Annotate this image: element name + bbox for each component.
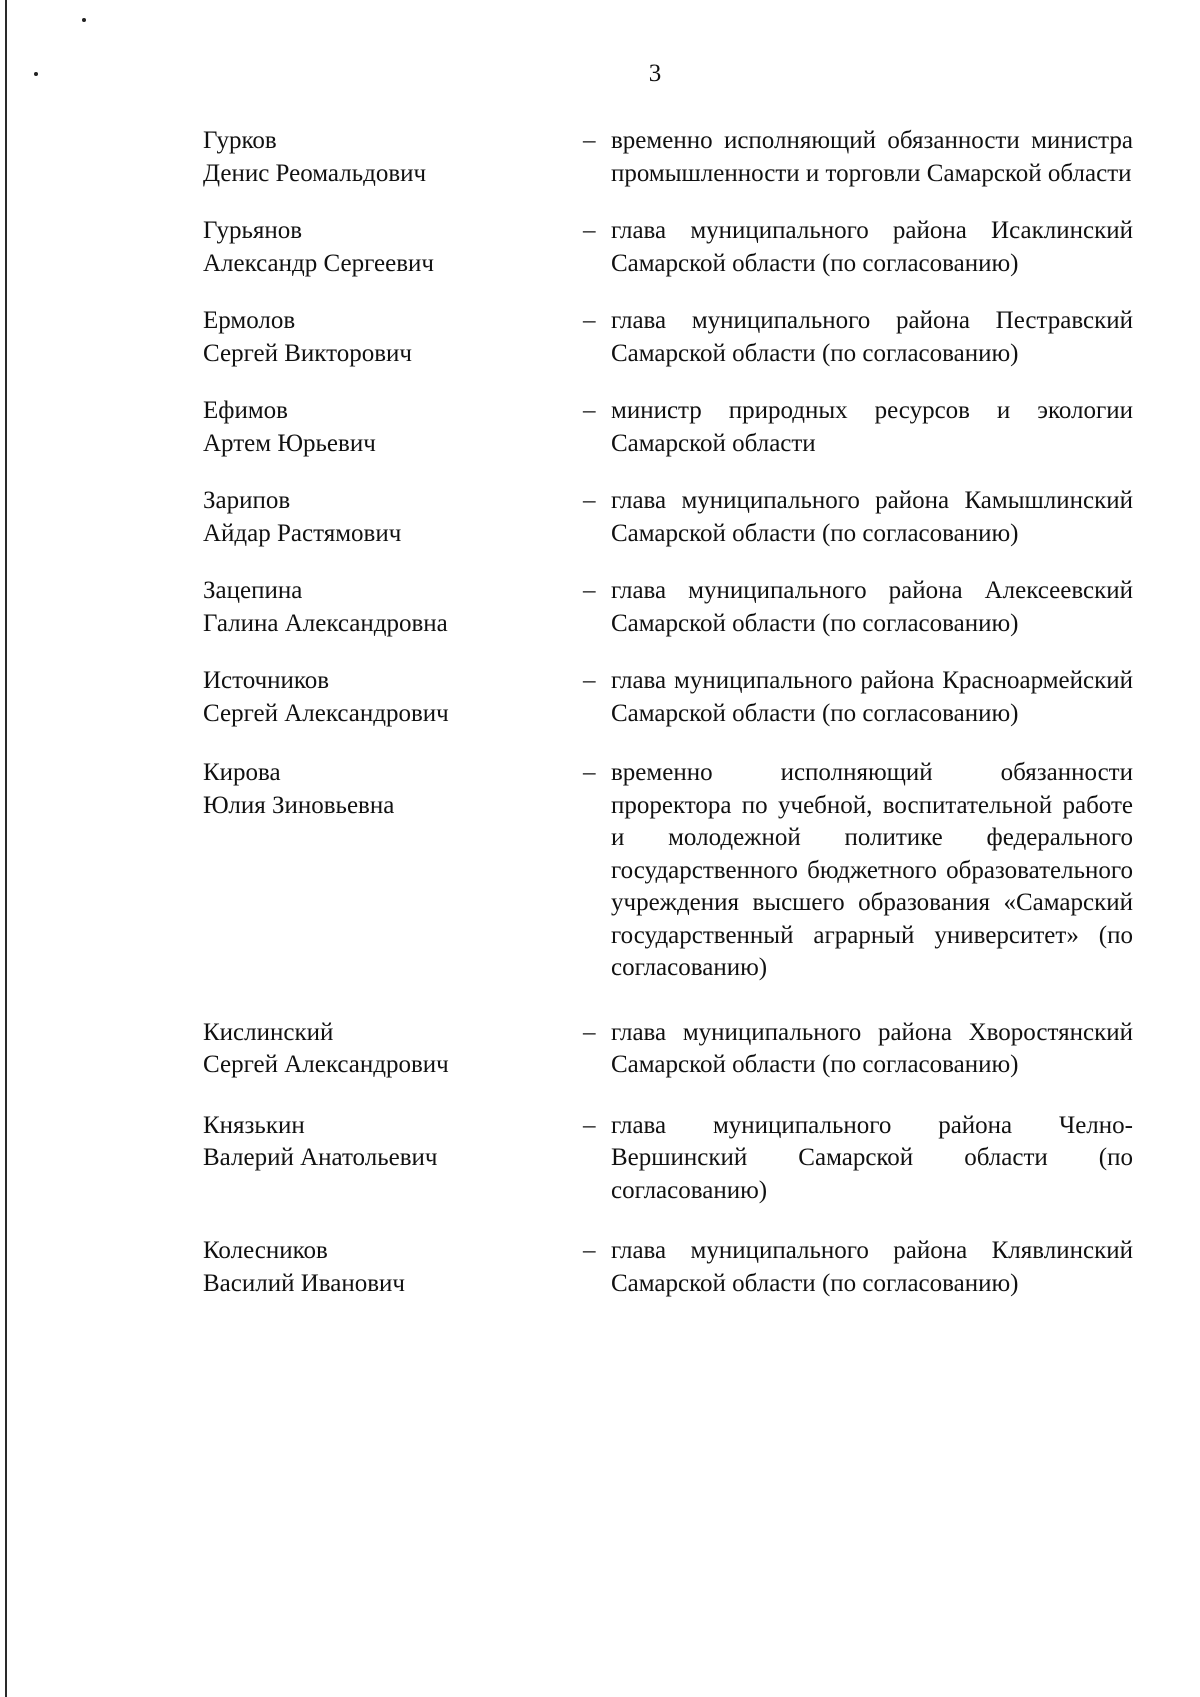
dash-separator: – <box>583 759 596 786</box>
list-item <box>203 757 1133 985</box>
dash-separator: – <box>583 577 596 604</box>
member-given-names: Денис Реомальдович <box>203 159 427 187</box>
member-role: глава муниципального района Клявлинский Самарской области (по согласованию) <box>611 1237 1133 1297</box>
dash-separator: – <box>583 667 596 694</box>
member-surname: Кислинский <box>203 1018 334 1046</box>
member-surname: Князькин <box>203 1111 305 1139</box>
member-given-names: Юлия Зиновьевна <box>203 791 395 819</box>
member-name <box>203 1110 583 1208</box>
member-role: глава муниципального района Красноармейский Самарской области (по согласованию) <box>611 667 1133 727</box>
list-item <box>203 485 1133 550</box>
dash-separator: – <box>583 487 596 514</box>
member-surname: Гурков <box>203 127 277 154</box>
list-item <box>203 1017 1133 1082</box>
member-name <box>203 395 583 460</box>
member-name <box>203 305 583 370</box>
dash-separator: – <box>583 127 596 154</box>
page-edge-line <box>5 0 7 1697</box>
member-role: глава муниципального района Пестравский Самарской области (по согласованию) <box>611 307 1133 367</box>
member-role: временно исполняющий обязанности министра промышленности и торговли Самарской области <box>611 127 1133 187</box>
dash-separator: – <box>583 1111 596 1139</box>
member-given-names: Артем Юрьевич <box>203 429 376 457</box>
member-role: министр природных ресурсов и экологии Самарской области <box>611 397 1133 457</box>
member-given-names: Александр Сергеевич <box>203 249 434 277</box>
member-name <box>203 215 583 280</box>
member-surname: Ермолов <box>203 307 296 334</box>
member-given-names: Сергей Александрович <box>203 1051 449 1078</box>
member-surname: Зарипов <box>203 487 291 514</box>
member-given-names: Валерий Анатольевич <box>203 1144 438 1171</box>
page-number: 3 <box>648 60 662 87</box>
list-item <box>203 395 1133 460</box>
dash-separator: – <box>583 217 596 244</box>
list-item <box>203 305 1133 370</box>
list-item <box>203 125 1133 190</box>
member-surname: Источников <box>203 667 330 694</box>
member-name <box>203 1235 583 1300</box>
member-role: глава муниципального района Камышлинский Самарской области (по согласованию) <box>611 487 1133 547</box>
dash-separator: – <box>583 397 596 424</box>
member-name <box>203 757 583 985</box>
list-item <box>203 1235 1133 1300</box>
member-list <box>203 125 1133 1300</box>
member-given-names: Сергей Викторович <box>203 339 412 367</box>
dash-separator: – <box>583 1237 596 1264</box>
member-surname: Колесников <box>203 1237 328 1264</box>
list-item <box>203 665 1133 730</box>
member-name <box>203 125 583 190</box>
member-given-names: Сергей Александрович <box>203 699 449 727</box>
list-item <box>203 575 1133 640</box>
member-given-names: Айдар Растямович <box>203 519 402 547</box>
member-surname: Гурьянов <box>203 217 303 244</box>
scan-speck <box>82 18 86 22</box>
member-surname: Кирова <box>203 759 281 786</box>
member-name <box>203 575 583 640</box>
dash-separator: – <box>583 307 596 334</box>
member-role: временно исполняющий обязанности проректора по учебной, воспитательной работе и молодежной политике федерального государственного бюджетного образовательного учреждения высшего образования «Самарский государственный аграрный университет» (по согласованию) <box>611 759 1133 981</box>
member-surname: Ефимов <box>203 397 288 424</box>
dash-separator: – <box>583 1018 596 1046</box>
member-role: глава муниципального района Хворостянский Самарской области (по согласованию) <box>611 1018 1133 1078</box>
member-role: глава муниципального района Челно-Вершинский Самарской области (по согласованию) <box>611 1111 1133 1204</box>
member-role: глава муниципального района Исаклинский Самарской области (по согласованию) <box>611 217 1133 277</box>
member-role: глава муниципального района Алексеевский Самарской области (по согласованию) <box>611 577 1133 637</box>
list-item <box>203 215 1133 280</box>
list-item <box>203 1110 1133 1208</box>
member-given-names: Галина Александровна <box>203 609 448 637</box>
member-name <box>203 665 583 730</box>
member-surname: Зацепина <box>203 577 303 604</box>
member-given-names: Василий Иванович <box>203 1269 405 1297</box>
member-name <box>203 1017 583 1082</box>
member-name <box>203 485 583 550</box>
